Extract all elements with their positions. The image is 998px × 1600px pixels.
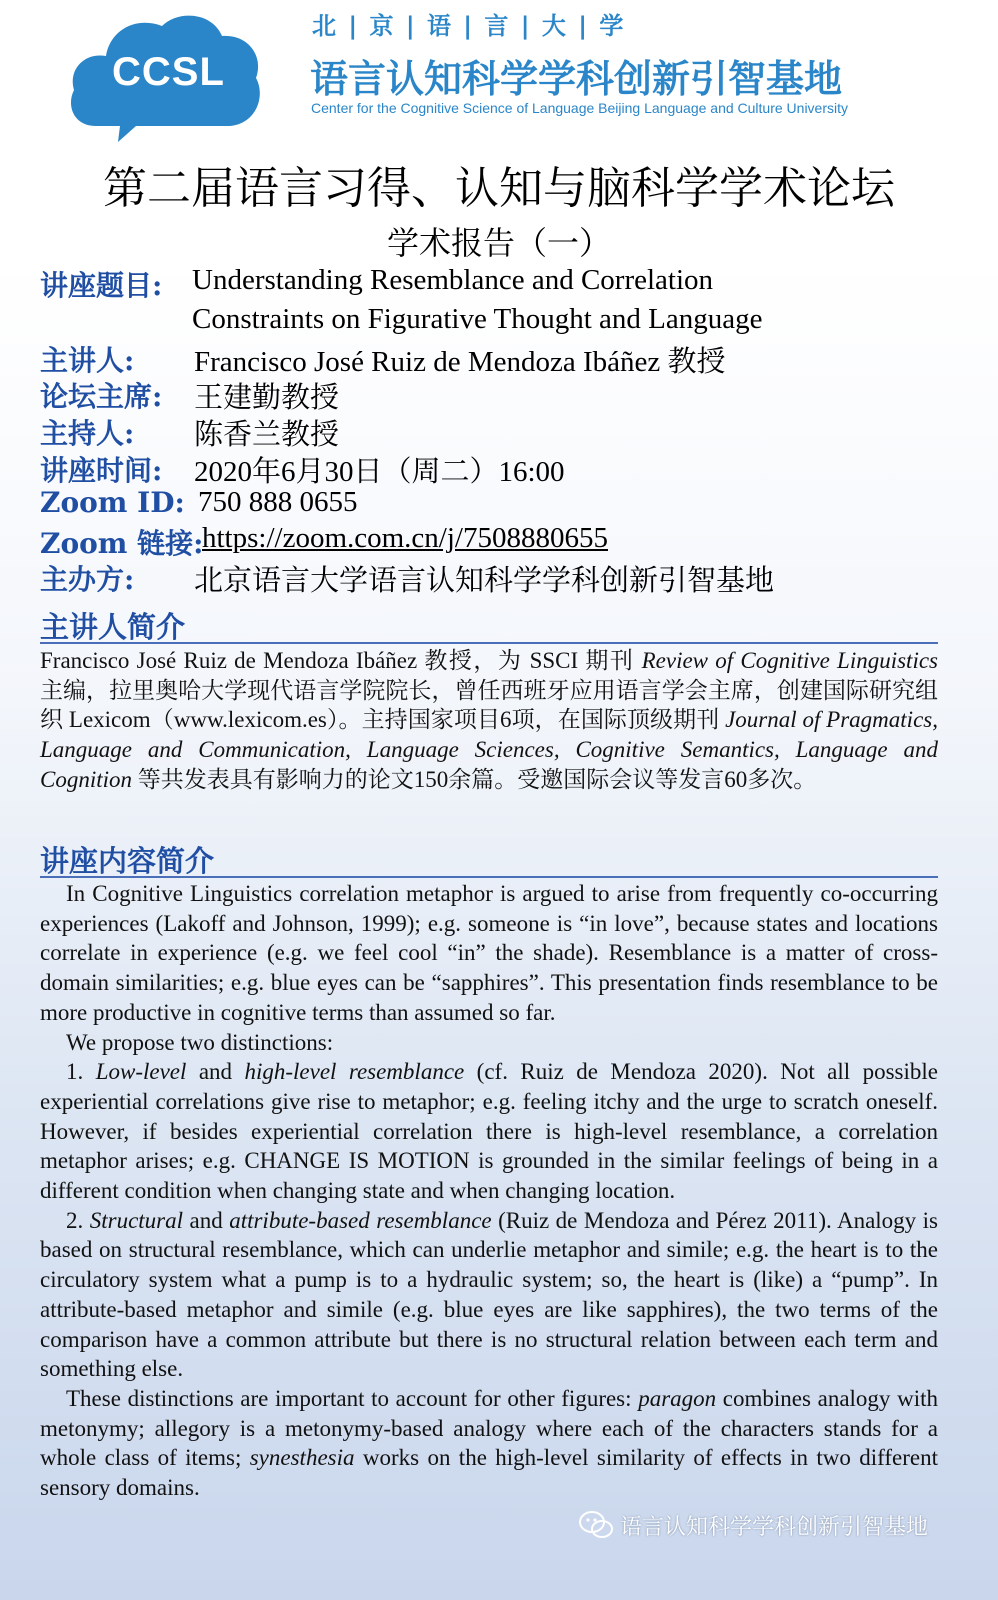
institute-name-en: Center for the Cognitive Science of Language Beijing Language and Culture University [311, 100, 849, 116]
topic-label: 讲座题目: [40, 269, 163, 302]
bio-heading [40, 606, 938, 644]
abstract-paragraph-1: In Cognitive Linguistics correlation metaphor is argued to arise from frequently co-occurring experiences (Lakoff and Johnson, 1999); e.g. someone is “in love”, because states and locations correlate in experience (e.g. we feel cool “in” the shade). Resemblance is a matter of cross-domain similarities; e.g. blue eyes can be “sapphires”. This presentation finds resemblance to be more productive in cognitive terms than assumed so far. [40, 881, 938, 1025]
wechat-watermark [578, 1508, 978, 1544]
bio-heading-text: 主讲人简介 [40, 610, 186, 644]
wechat-icon [578, 1510, 614, 1540]
speaker-name: Francisco José Ruiz de Mendoza Ibáñez 教授 [194, 346, 726, 378]
topic-line-1: Understanding Resemblance and Correlation [192, 264, 714, 296]
page-subtitle: 学术报告（一） [386, 224, 611, 262]
bio-paragraph: Francisco José Ruiz de Mendoza Ibáñez 教授，为 SSCI 期刊 Review of Cognitive Linguistics 主编，拉里奥哈大学现代语言学院院长，曾任西班牙应用语言学会主席，创建国际研究组织 Lexicom（www.lexicom.es）。主持国家项目6项，在国际顶级期刊 Journal of Pragmatics, Language and Communication, Language Sciences, Cognitive Semantics, Language and Cognition 等共发表具有影响力的论文150余篇。受邀国际会议等发言60多次。 [40, 648, 938, 792]
zoom-id: 750 888 0655 [198, 486, 358, 518]
topic-line-2: Constraints on Figurative Thought and Language [192, 303, 763, 335]
zoom-id-label: Zoom ID: [40, 486, 185, 519]
page-title: 第二届语言习得、认知与脑科学学术论坛 [103, 163, 895, 214]
institute-name: 语言认知科学学科创新引智基地 [310, 57, 843, 101]
organizer: 北京语言大学语言认知科学学科创新引智基地 [194, 565, 775, 597]
host-name: 陈香兰教授 [194, 419, 340, 451]
zoom-link-wrap [202, 522, 608, 555]
zoom-link[interactable]: https://zoom.com.cn/j/7508880655 [202, 522, 608, 554]
abstract-heading [40, 840, 938, 878]
watermark-text: 语言认知科学学科创新引智基地 [620, 1515, 929, 1540]
chair-label: 论坛主席: [40, 380, 163, 413]
zoom-link-label: Zoom 链接: [40, 527, 204, 560]
speaker-label: 主讲人: [40, 344, 135, 377]
logo-text: CCSL [112, 50, 225, 94]
time-label: 讲座时间: [40, 454, 163, 487]
host-label: 主持人: [40, 417, 135, 450]
abstract-paragraph-5: These distinctions are important to account for other figures: paragon combines analogy with metonymy; allegory is a metonymy-based analogy where each of the characters stands for a whole class of items; synesthesia works on the high-level similarity of effects in two different sensory domains. [40, 1385, 938, 1501]
abstract-heading-text: 讲座内容简介 [40, 844, 215, 878]
university-name: 北 | 京 | 语 | 言 | 大 | 学 [312, 12, 626, 40]
organizer-label: 主办方: [40, 563, 135, 596]
chair-name: 王建勤教授 [194, 382, 340, 414]
lecture-time: 2020年6月30日（周二）16:00 [194, 456, 565, 488]
abstract-paragraph-4: 2. Structural and attribute-based resemblance (Ruiz de Mendoza and Pérez 2011). Analogy is based on structural resemblance, which can underlie metaphor and simile; e.g. the heart is to the circulatory system what a pump is to a hydraulic system; so, the heart is (like) a “pump”. In attribute-based metaphor and simile (e.g. blue eyes are like sapphires), the two terms of the comparison have a common attribute but there is no structural relation between each term and something else. [40, 1207, 938, 1382]
abstract-body [40, 879, 938, 1503]
abstract-paragraph-3: 1. Low-level and high-level resemblance (cf. Ruiz de Mendoza 2020). Not all possible experiential correlations give rise to metaphor; e.g. feeling itchy and the urge to scratch oneself. However, if besides experiential correlation there is high-level resemblance, a correlation metaphor arises; e.g. CHANGE IS MOTION is grounded in the similar feelings of being in a different condition when changing state and when changing location. [40, 1059, 938, 1204]
abstract-paragraph-2: We propose two distinctions: [66, 1029, 334, 1055]
